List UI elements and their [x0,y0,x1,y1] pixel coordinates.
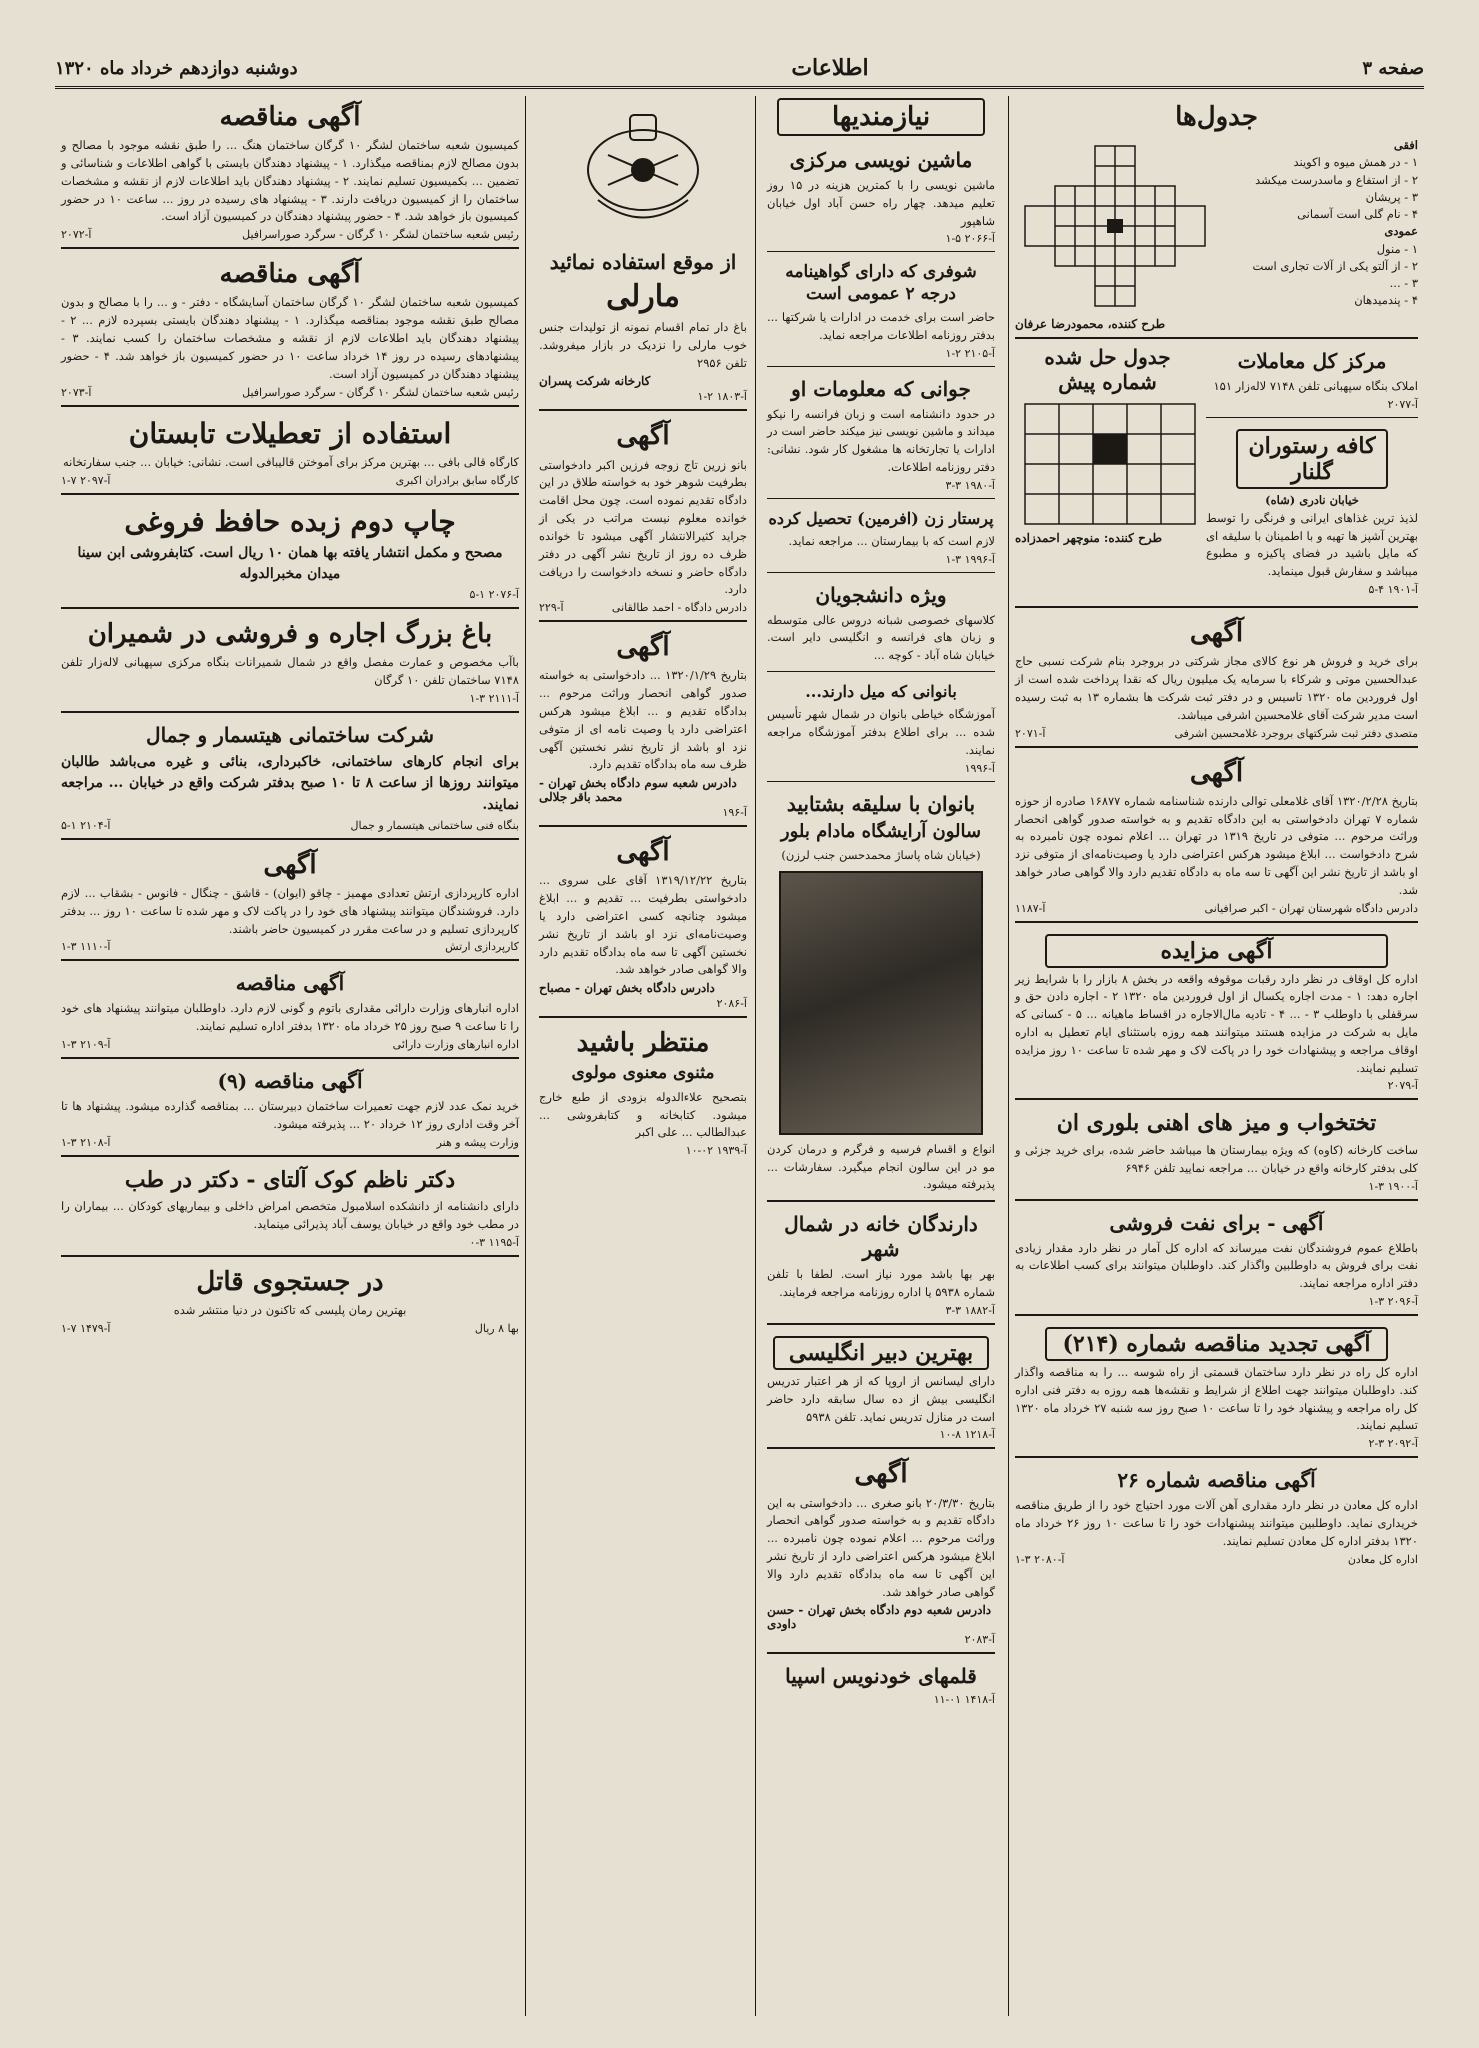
ad-body: باآب مخصوص و عمارت مفصل واقع در شمال شمیرانات بنگاه مرکزی سپهبانی لاله‌زار تلفن ۷۱۴۸ ساختمان تلفن ۱۰ گرگان [61,655,519,687]
inheritance-notice-2 [539,626,747,827]
ad-code: آ-۱۸۸۲ ۳-۳ [945,1303,995,1317]
tender-notice-9 [61,1063,519,1157]
ad-code: آ-۱۱۹۵ ۳-۰ [469,1235,519,1249]
ad-title: باغ بزرگ اجاره و فروشی در شمیران [87,618,493,649]
clue: ۳ - پریشان [1365,189,1418,204]
tender-body: اداره انبارهای وزارت دارائی مقداری باتوم و گونی لازم دارد. داوطلبان میتوانند پیشنهاد های خود را تا ساعت ۹ صبح روز ۲۵ خرداد ماه ۱۳۲۰ بدفتر اداره تسلیم نمایند. [61,1001,519,1034]
ad-body: بتصحیح علاءالدوله بزودی از طبع خارج میشود. کتابخانه و کتابفروشی ... عبدالطالب ... علی اکبر [539,1089,747,1140]
ad-title: چاپ دوم زبده حافظ فروغی [124,504,456,538]
crossword-clues [1221,137,1418,315]
ad-code: آ-۲۰۷۱ [1015,726,1046,740]
salon-ad [767,786,995,1203]
ad-code: آ-۱۴۷۹ ۷-۱ [61,1321,111,1335]
ad-code: آ-۱۹۶ [722,806,747,820]
crossword-block [1015,96,1418,339]
ad-signature: وزارت پیشه و هنر [436,1135,519,1149]
ad-signature: دادرس دادگاه بخش تهران - مصباح [539,981,715,996]
ad-code: آ-۱۹۳۹ ۰۲-۱۰ [685,1144,747,1158]
notice-body: بانو زرین تاج زوجه فرزین اکبر دادخواستی بطرفیت شوهر خود به خواسته طلاق در این دادگاه تقدیم نموده است. چون محل اقامت خوانده معلوم نیست مراتب در یکی از جراید کثیرالانتشار آگهی میشود تا خوانده ظرف ده روز از تاریخ نشر آگهی در دفتر دادگاه حاضر و نسخه دادخواست را دریافت دارد. [539,457,747,597]
ad-price: بها ۸ ریال [474,1321,519,1335]
nurse-ad [767,503,995,573]
notice-title: آگهی [616,837,670,868]
ad-signature: کارخانه شرکت پسران [539,374,651,389]
ad-subtitle: مثنوی معنوی مولوی [571,1063,715,1084]
ad-signature: دادرس شعبه دوم دادگاه بخش تهران - حسن داودی [767,1603,992,1632]
ad-signature: دادرس شعبه سوم دادگاه بخش تهران - محمد باقر جلالی [539,776,737,805]
ad-code: آ-۲۲۹ [539,601,564,615]
solution-title: جدول حل شده شماره پیش [1044,345,1171,395]
inheritance-notice-3 [539,831,747,1018]
masthead [55,50,1424,89]
doctor-ad [61,1161,519,1257]
divorce-notice [539,415,747,622]
crossword-grid-icon [1015,141,1215,311]
paper-name: اطلاعات [791,55,869,81]
across-label: افقی [1393,138,1418,153]
salon-body: انواع و اقسام فرسیه و فرگرم و درمان کردن مو در این سالون انجام میگیرد. سفارشات ... پذیرفته میشود. [767,1141,995,1192]
center-and-cafe [1206,343,1418,606]
ad-code: آ-۲۱۰۴ ۱-۵ [61,818,111,832]
notice-title: آگهی [1189,757,1244,788]
cafe-body: لذیذ ترین غذاهای ایرانی و فرنگی را توسط بهترین آشپز ها تهیه و با اطمینان با سلیقه ای که مایل باشید در فضای پاکیزه و مطبوع میباشد و سفارش قبول مینماید. [1206,510,1418,579]
solution-and-center [1015,343,1418,608]
clue: ۴ - پندمیدهان [1354,293,1418,308]
notice-body: بتاریخ ۲۰/۳/۳۰ بانو صغری ... دادخواستی به این دادگاه تقدیم و به خواسته صدور گواهی انحصار وراثت مرحوم ... اعلام نموده چون نامبرده ... ابلاغ میشود هرکس اعتراضی دارد از تاریخ نشر این آگهی تا سه ماه بدادگاه تقدیم دارد والا گواهی صادر خواهد شد. [767,1495,995,1599]
ad-code: آ-۱۹۰۰ ۳-۱ [1368,1179,1418,1193]
cafe-sub: خیابان نادری (شاه) [1265,493,1359,507]
summer-ad [61,411,519,495]
ad-title: جوانی که معلومات او [791,376,971,401]
tender-214 [1015,1320,1418,1458]
ad-signature: اداره کل معادن [1347,1552,1418,1566]
ad-code: آ-۱۹۹۶ ۳-۱ [945,552,995,566]
ad-code: آ-۲۰۷۶ ۱-۵ [469,587,519,601]
ad-title: بهترین دبیر انگلیسی [773,1336,989,1370]
ad-code: آ-۲۰۹۷ ۷-۱ [61,473,111,487]
cafe-ad [1206,422,1418,602]
column-2 [761,96,1001,2016]
ad-code: آ-۲۰۷۷ [1387,398,1418,411]
solution-grid-icon [1020,399,1200,529]
column-rule [525,96,526,2016]
ad-body: کارگاه قالی بافی ... بهترین مرکز برای آموختن قالیبافی است. نشانی: خیابان ... جنب سفارتخانه [62,455,519,470]
notice-body: برای خرید و فروش هر نوع کالای مجاز شرکتی در بروجرد بنام شرکت نسبی حاج عبدالحسین موتی و شرکاء با سرمایه یک میلیون ریال که نقدا پرداخت شده است از اول فروردین ماه ۱۳۲۰ تاسیس و در دفتر ثبت شرکت ها بشماره ۱۳ به ثبت رسیده است مدیر شرکت آقای غلامحسین اشرفی میباشد. [1015,654,1418,722]
notice-title: آگهی [854,1459,908,1490]
driver-ad [767,256,995,366]
issue-date: دوشنبه دوازدهم خرداد ماه ۱۳۲۰ [55,57,298,79]
company-notice [1015,612,1418,747]
clue: ۴ - نام گلی است آسمانی [1297,207,1418,222]
marli-body: باغ دار تمام اقسام نمونه از تولیدات جنس خوب مارلی را نزدیک در بازار میفروشد. تلفن ۲۹۵۶ [539,320,747,370]
ad-signature: دادرس دادگاه شهرستان تهران - اکبر صرافیانی [1204,901,1418,915]
court-notice [767,1453,995,1654]
tender-title: آگهی مناقصه شماره ۲۶ [1117,1468,1316,1493]
tender-title: آگهی مناقصه [219,259,361,290]
notice-body: اداره کارپردازی ارتش تعدادی مهمیز - چاقو (ایوان) - قاشق - چنگال - فانوس - بشقاب ... لازم دارد. فروشندگان میتوانند پیشنهاد های خود را در پاکت لاک و مهر شده تا ساعت ۱۰ روز ... بدفتر کارپردازی تسلیم و در ساعت مقرر در کمیسیون حاضر باشند. [61,885,519,936]
oil-title: آگهی - برای نفت فروشی [1109,1210,1324,1235]
ad-title: دکتر ناظم کوک آلتای - دکتر در طب [124,1166,456,1193]
clue: ۱ - در همش میوه و اکویند [1293,155,1418,170]
center-ad [1206,343,1418,418]
ad-body: بهترین رمان پلیسی که تاکنون در دنیا منتشر شده [173,1302,407,1317]
masnavi-ad [539,1022,747,1163]
ad-title: ماشین نویسی مرکزی [789,148,973,172]
ad-signature: بنگاه فنی ساختمانی هیتسمار و جمال [350,818,519,832]
marli-heading: از موقع استفاده نمائید [549,250,737,274]
oil-ad [1015,1205,1418,1316]
ad-title: شوفری که دارای گواهینامه درجه ۲ عمومی است [785,262,977,304]
ad-code: آ-۲۱۱۱ ۳-۱ [469,691,519,705]
tender-body: کمیسیون شعبه ساختمان لشگر ۱۰ گرگان ساختمان هنگ ... را طبق نقشه موجود با مصالح و بدون مصالح لازم بمناقصه میگذارد. ۱ - پیشنهاد دهندگان بایستی با گواهی اطلاعات و شناسائی و تضمین ... بکمیسیون تسلیم نمایند. ۲ - پیشنهاد دهندگان باید اطلاعات لازم از نقشه و مشخصات ساختمان را از کمیسیون دریافت دارند. ۳ - پیشنهاد های رسیده در روز ... ساعت ۱۰ در حضور کمیسیون باز خواهد شد. ۴ - حضور پیشنهاد دهندگان در کمیسیون آزاد است. [61,138,520,224]
ad-body: دارای دانشنامه از دانشکده اسلامبول متخصص امراض داخلی و بیماریهای کودکان ... بیماران را در مطب خود واقع در خیابان یوسف آباد پذیرائی مینماید. [61,1199,519,1231]
youth-ad [767,371,995,499]
inheritance-notice [1015,752,1418,923]
ad-body: برای انجام کارهای ساختمانی، خاکبرداری، بنائی و غیره می‌باشد طالبان میتوانند روزها از ساعت ۸ تا ۱۰ صبح بدفتر شرکت واقع در خیابان ... مراجعه نمایند. [61,753,520,814]
marli-title: مارلی [606,279,680,314]
oil-body: باطلاع عموم فروشندگان نفت میرساند که اداره کل آمار در نظر دارد مقدار زیادی نفت برای فروش به داوطلبین واگذار کند. داوطلبان میتوانند برای کسب اطلاعات به دفتر اداره مراجعه نمایند. [1015,1240,1418,1291]
tender-26 [1015,1462,1418,1571]
marli-ad [539,244,747,411]
ad-code: آ-۲۱۰۹ ۳-۱ [61,1038,111,1051]
ad-title: در جستجوی قاتل [196,1266,384,1297]
ad-body: در حدود دانشنامه است و زبان فرانسه را نیکو میداند و ماشین نویسی نیز میکند حاضر است در ادارات یا تجارتخانه ها مشغول کار شود. نشانی: دفتر روزنامه اطلاعات. [767,406,995,474]
ad-title: شرکت ساختمانی هیتسمار و جمال [146,722,434,747]
center-body: املاک بنگاه سپهبانی تلفن ۷۱۴۸ لاله‌زار ۱۵۱ [1213,379,1418,394]
ad-body: آموزشگاه خیاطی بانوان در شمال شهر تأسیس شده ... برای اطلاع بدفتر آموزشگاه مراجعه نمایند. [767,707,995,757]
ad-code: آ-۲۰۹۲ ۳-۲ [1368,1437,1418,1451]
crossword-credit: طرح کننده، محمودرضا عرفان [1015,317,1166,332]
center-title: مرکز کل معاملات [1237,349,1387,374]
ad-body: لازم است که با بیمارستان ... مراجعه نماید. [788,533,995,548]
ad-body: کلاسهای خصوصی شبانه دروس عالی متوسطه و زبان های فرانسه و انگلیسی دایر است. خیابان شاه آباد - کوچه ... [767,612,995,663]
ad-code: آ-۲۰۹۶ ۳-۱ [1368,1295,1418,1308]
ad-title: منتظر باشید [576,1028,710,1059]
ad-code: آ-۲۰۶۶ ۵-۱ [945,232,995,246]
garden-ad [61,613,519,713]
ad-code: آ-۱۴۱۸ ۰۱-۱۱ [933,1693,995,1707]
beds-title: تختخواب و میز های اهنی بلوری ان [1056,1110,1377,1137]
ad-title: استفاده از تعطیلات تابستان [128,416,452,450]
auction-notice [1015,927,1418,1101]
tender-notice-3 [61,965,519,1059]
clue: ۳ - ... [1389,276,1418,291]
column-rule [755,96,756,2016]
ad-body: مصحح و مکمل انتشار یافته بها همان ۱۰ ریال است. کتابفروشی ابن سینا میدان مخبرالدوله [77,544,503,583]
solution-block [1015,343,1200,606]
ad-body: بهر بها باشد مورد نیاز است. لطفا با تلفن شماره ۵۹۳۸ یا اداره روزنامه مراجعه فرمایند. [767,1267,995,1300]
beds-ad [1015,1104,1418,1200]
ad-signature: متصدی دفتر ثبت شرکتهای بروجرد غلامحسین اشرفی [1174,726,1418,740]
auction-body: اداره کل اوقاف در نظر دارد رقبات موقوفه واقعه در بخش ۸ بازار را با شرایط زیر اجاره دهد: ۱ - مدت اجاره یکسال از اول فروردین ماه ۱۳۲۰ ۲ - اجاره دادن حق و سرقفلی با داوطلب ۳ - ... ۴ - تادیه مال‌الاجاره در اقساط ماهیانه ... ۵ - کسانی که مایل به شرکت در مزایده هستند میتوانند همه روزه باستثنای ایام تعطیل به اداره اوقاف مراجعه و پیشنهادات خود را در پاکت لاک و مهر شده تا ساعت ۱۰ روز مزایده تسلیم نمایند. [1015,971,1418,1075]
ad-code: آ-۲۰۷۳ [61,385,92,399]
tender-body: اداره کل راه در نظر دارد ساختمان قسمتی از راه شوسه ... را به مناقصه واگذار کند. داوطلبان میتوانند جهت اطلاع از شرایط و نقشه‌ها همه روزه به دفتر فنی اداره کل راه مراجعه و پیشنهاد خود را تا ساعت ۱۰ صبح روز سه شنبه ۲۷ خرداد ماه ۱۳۲۰ تسلیم نمایند. [1015,1365,1419,1433]
down-label: عمودی [1384,224,1418,239]
ad-signature: رئیس شعبه ساختمان لشگر ۱۰ گرگان - سرگرد صوراسرافیل [242,385,519,399]
classifieds-title: نیازمندیها [777,98,985,136]
clue: ۲ - از آلتو یکی از آلات تجاری است [1252,258,1418,273]
ad-code: آ-۱۲۱۸ ۸-۱۰ [939,1428,995,1442]
ad-code: آ-۱۹۸۰ ۳-۳ [945,478,995,492]
clue: ۲ - از استفاع و ماسدرست میکشد [1255,172,1418,187]
students-ad [767,577,995,672]
tender-title: آگهی مناقصه [219,102,361,132]
salon-sub: (خیابان شاه پاساژ محمدحسن جنب لرزن) [781,848,981,862]
ad-title: بانوانی که میل دارند... [805,682,957,702]
ad-code: آ-۲۰۸۶ [716,997,747,1011]
column-3 [533,96,753,2016]
ad-code: آ-۱۹۰۱ ۴-۵ [1368,583,1418,597]
salon-title: سالون آرایشگاه مادام بلور [780,820,982,842]
ad-code: آ-۲۱۰۸ ۳-۱ [61,1135,111,1149]
ad-body: حاضر است برای خدمت در ادارات یا شرکتها ... بدفتر روزنامه اطلاعات مراجعه نماید. [767,309,995,342]
ladies-ad [767,676,995,781]
notice-body: بتاریخ ۱۳۱۹/۱۲/۲۲ آقای علی سروی ... دادخواستی بطرفیت ... تقدیم و ... ابلاغ میشود چنانچه کسی اعتراضی دارد یا وصیت‌نامه‌ای نزد او باشد از تاریخ نشر نخستین آگهی تا سه ماه بدادگاه تقدیم دارد والا گواهی صادر خواهد شد. [539,873,747,977]
clue: ۱ - منول [1376,241,1418,256]
ad-code: آ-۲۰۸۳ [964,1633,995,1647]
beds-body: ساخت کارخانه (کاوه) که ویژه بیمارستان ها میباشد حاضر شده، برای خرید جزئی و کلی بدفتر کارخانه واقع در خیابان ... مراجعه نمایید تلفن ۶۹۴۶ [1015,1142,1418,1175]
novel-ad [61,1261,519,1341]
ad-signature: دادرس دادگاه - احمد طالقانی [611,601,747,615]
tender-body: خرید نمک عدد لازم جهت تعمیرات ساختمان دبیرستان ... بمناقصه گذارده میشود. پیشنهاد ها تا آخر وقت اداری روز ۱۲ خرداد ۲۰ ... پذیرفته میشود. [61,1099,519,1131]
column-4 [55,96,525,2016]
notice-title: آگهی [1189,618,1244,649]
ad-code: آ-۲۰۷۲ [61,228,92,242]
ad-signature: کارپردازی ارتش [445,940,519,954]
auction-title: آگهی مزایده [1045,934,1388,968]
ad-code: آ-۲۰۷۹ [1387,1079,1418,1093]
bottle-illustration-icon [568,100,718,240]
tender-body: کمیسیون شعبه ساختمان لشگر ۱۰ گرگان ساختمان آسایشگاه - دفتر - و ... را با مصالح و بدون مصالح طبق نقشه موجود بمناقصه میگذارد. ۱ - پیشنهاد دهندگان بایستی بسپرده لازم ... ۲ - پیشنهاد دهندگان باید اطلاعات لازم از نقشه و مشخصات ساختمان را کسب نمایند. ۳ - پیشنهادهای رسیده در روز ۱۴ خرداد ساعت ۱۰ در حضور کمیسیون باز خواهد شد. ۴ - حضور پیشنهاد دهندگان در کمیسیون آزاد است. [61,295,520,381]
ad-title: دارندگان خانه در شمال شهر [784,1212,978,1262]
ad-title: پرستار زن (افرمین) تحصیل کرده [768,508,994,528]
english-ad [767,1329,995,1449]
tender-title: آگهی مناقصه (۹) [217,1069,363,1093]
cafe-title: کافه رستوران گلنار [1236,429,1388,489]
house-ad [767,1206,995,1325]
page-number: صفحه ۳ [1362,57,1424,79]
ad-code: آ-۱۸۰۳ ۲-۱ [697,390,747,404]
column-1 [1009,96,1424,2016]
salon-photo [779,871,983,1135]
ad-body: ماشین نویسی را با کمترین هزینه در ۱۵ روز تعلیم میدهد. چهار راه حسن آباد اول خیابان شاهپور [767,178,995,228]
ad-title: ویژه دانشجویان [815,582,947,607]
ad-signature: کارگاه سابق برادران اکبری [395,473,519,487]
tender-title: آگهی مناقصه [235,971,345,996]
solution-credit: طرح کننده: منوچهر احمدزاده [1015,531,1162,546]
tender-title: آگهی تجدید مناقصه شماره (۲۱۴) [1045,1327,1388,1361]
ad-code: آ-۱۱۱۰ ۳-۱ [61,940,111,954]
ad-title: قلمهای خودنویس اسپیا [785,1664,977,1689]
notice-title: آگهی [263,849,317,880]
ad-signature: رئیس شعبه ساختمان لشگر ۱۰ گرگان - سرگرد صوراسرافیل [242,228,519,242]
ad-body: دارای لیسانس از اروپا که از هر اعتبار تدریس انگلیسی بیش از ده سال سابقه دارد حاضر است در منازل تدریس نماید. تلفن ۵۹۳۸ [767,1373,995,1424]
typist-ad [767,142,995,252]
hafez-ad [61,499,519,609]
ad-signature: اداره انبارهای وزارت دارائی [392,1038,519,1051]
tender-notice-1 [61,96,519,249]
ad-code: آ-۲۱۰۵ ۲-۱ [945,346,995,360]
ad-code: آ-۱۱۸۷ [1015,901,1046,915]
notice-title: آگهی [616,632,670,663]
crossword-title: جدول‌ها [1175,102,1258,132]
tender-body: اداره کل معادن در نظر دارد مقداری آهن آلات مورد احتیاج خود را از طریق مناقصه خریداری نماید. داوطلبین میتوانند پیشنهادات خود را تا ساعت ۱۰ روز ۲۶ خرداد ماه ۱۳۲۰ بدفتر اداره کل معادن تسلیم نمایند. [1015,1498,1418,1548]
notice-body: بتاریخ ۱۳۲۰/۲/۲۸ آقای غلامعلی توالی دارنده شناسنامه شماره ۱۶۸۷۷ صادره از حوزه شماره ۷ تهران دادخواستی به این دادگاه تقدیم و به خواسته صدور گواهی انحصار وراثت مرحوم ... متوفی در تاریخ ۱۳۱۹ در تهران ... اعلام نموده چون نامبرده به شرح دادخواست ... ابلاغ میشود هرکس اعتراضی دارد یا وصیت‌نامه‌ای از متوفی نزد او باشد از تاریخ نشر این آگهی تا سه ماه به دادگاه تقدیم دارد والا گواهی صادر خواهد شد. [1015,793,1419,897]
pens-ad [767,1658,995,1712]
ad-code: آ-۱۹۹۶ [964,761,995,775]
ad-code: آ-۲۰۸۰ ۳-۱ [1015,1552,1065,1566]
notice-body: بتاریخ ۱۳۲۰/۱/۲۹ ... دادخواستی به خواسته صدور گواهی انحصار وراثت مرحوم ... بدادگاه تقدیم و ... ابلاغ میشود هرکس اعتراضی دارد یا وصیت نامه ای از متوفی نزد او باشد از تاریخ نشر نخستین آگهی ظرف سه ماه بدادگاه تقدیم دارد. [539,668,747,772]
construction-company-ad [61,717,519,840]
notice-title: آگهی [616,421,670,452]
army-notice [61,844,519,962]
tender-notice-2 [61,253,519,406]
ad-title: بانوان با سلیقه بشتابید [786,791,976,816]
